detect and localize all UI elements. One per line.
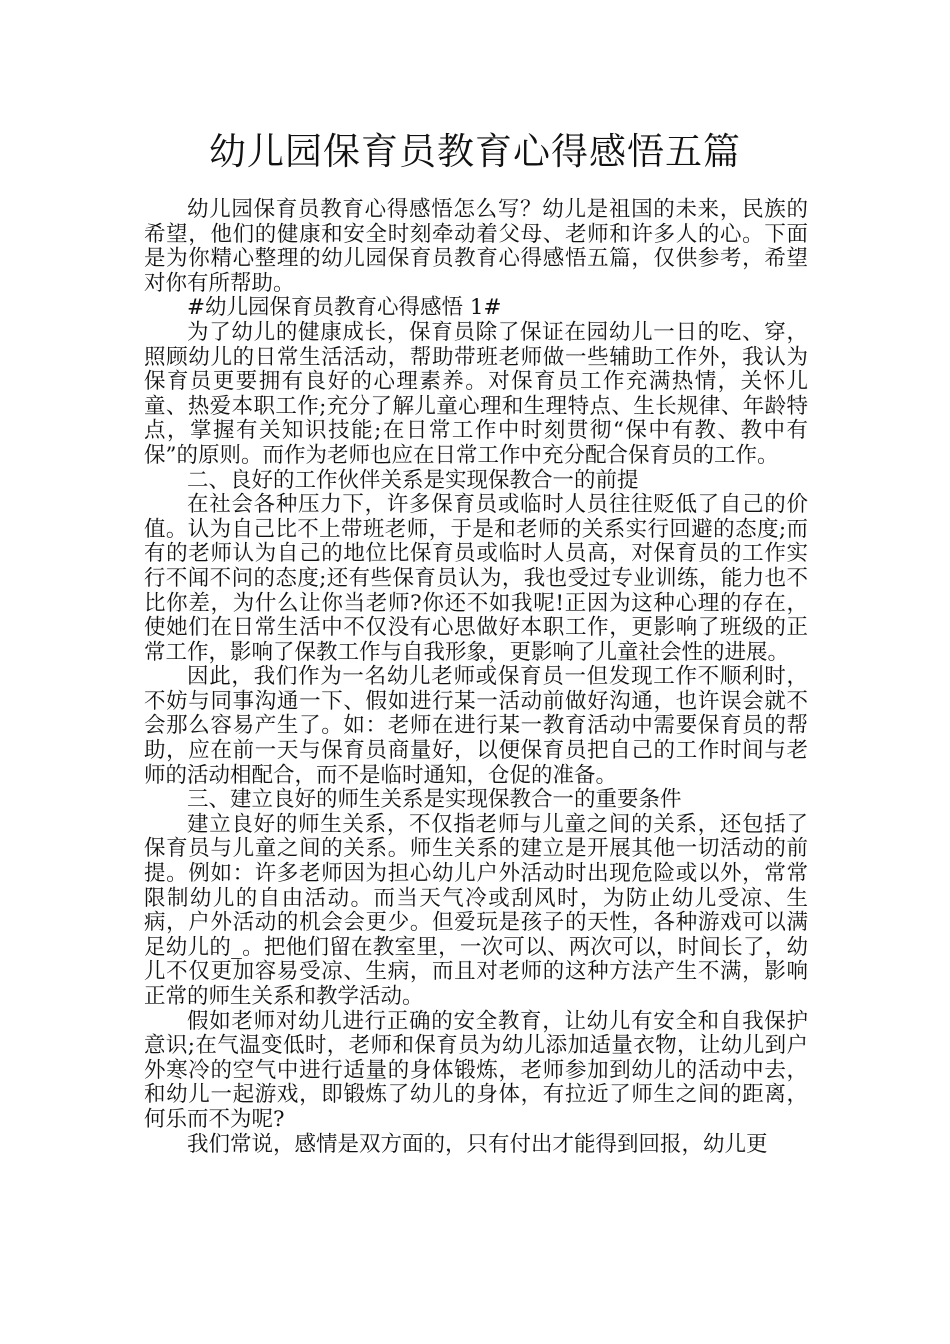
paragraph: 建立良好的师生关系，不仅指老师与儿童之间的关系，还包括了保育员与儿童之间的关系。师生关系的建立是开展其他一切活动的前提。例如：许多老师因为担心幼儿户外活动时出现危险或以外，常常限制幼儿的自由活动。而当天气冷或刮风时，为防止幼儿受凉、生病，户外活动的机会会更少。但爱玩是孩子的天性，各种游戏可以满足幼儿的_。把他们留在教室里，一次可以、两次可以，时间长了，幼儿不仅更加容易受凉、生病，而且对老师的这种方法产生不满，影响正常的师生关系和教学活动。 bbox=[144, 811, 808, 1009]
paragraph: 因此，我们作为一名幼儿老师或保育员一但发现工作不顺利时，不妨与同事沟通一下、假如进行某一活动前做好沟通，也许误会就不会那么容易产生了。如：老师在进行某一教育活动中需要保育员的帮助，应在前一天与保育员商量好，以便保育员把自己的工作时间与老师的活动相配合，而不是临时通知，仓促的准备。 bbox=[144, 664, 808, 788]
document-body bbox=[144, 198, 808, 1157]
section-heading-1: #幼儿园保育员教育心得感悟 1# bbox=[187, 295, 502, 321]
paragraph-intro: 幼儿园保育员教育心得感悟怎么写？幼儿是祖国的未来，民族的希望，他们的健康和安全时刻牵动着父母、老师和许多人的心。下面是为你精心整理的幼儿园保育员教育心得感悟五篇，仅供参考，希望对你有所帮助。 bbox=[144, 197, 808, 296]
document-title: 幼儿园保育员教育心得感悟五篇 bbox=[209, 130, 741, 173]
paragraph: 我们常说，感情是双方面的，只有付出才能得到回报，幼儿更 bbox=[187, 1131, 768, 1157]
section-heading-3: 三、建立良好的师生关系是实现保教合一的重要条件 bbox=[187, 787, 682, 813]
paragraph: 为了幼儿的健康成长，保育员除了保证在园幼儿一日的吃、穿，照顾幼儿的日常生活活动，帮助带班老师做一些辅助工作外，我认为保育员更要拥有良好的心理素养。对保育员工作充满热情，关怀儿童、热爱本职工作;充分了解儿童心理和生理特点、生长规律、年龄特点，掌握有关知识技能;在日常工作中时刻贯彻“保中有教、教中有保”的原则。而作为老师也应在日常工作中充分配合保育员的工作。 bbox=[144, 319, 808, 468]
paragraph: 假如老师对幼儿进行正确的安全教育，让幼儿有安全和自我保护意识;在气温变低时，老师和保育员为幼儿添加适量衣物，让幼儿到户外寒冷的空气中进行适量的身体锻炼，老师参加到幼儿的活动中去，和幼儿一起游戏，即锻炼了幼儿的身体，有拉近了师生之间的距离，何乐而不为呢? bbox=[144, 1008, 808, 1132]
section-heading-2: 二、良好的工作伙伴关系是实现保教合一的前提 bbox=[187, 467, 639, 493]
paragraph: 在社会各种压力下，许多保育员或临时人员往往贬低了自己的价值。认为自己比不上带班老师，于是和老师的关系实行回避的态度;而有的老师认为自己的地位比保育员或临时人员高，对保育员的工作实行不闻不问的态度;还有些保育员认为，我也受过专业训练，能力也不比你差，为什么让你当老师?你还不如我呢!正因为这种心理的存在，使她们在日常生活中不仅没有心思做好本职工作，更影响了班级的正常工作，影响了保教工作与自我形象，更影响了儿童社会性的进展。 bbox=[144, 492, 808, 665]
